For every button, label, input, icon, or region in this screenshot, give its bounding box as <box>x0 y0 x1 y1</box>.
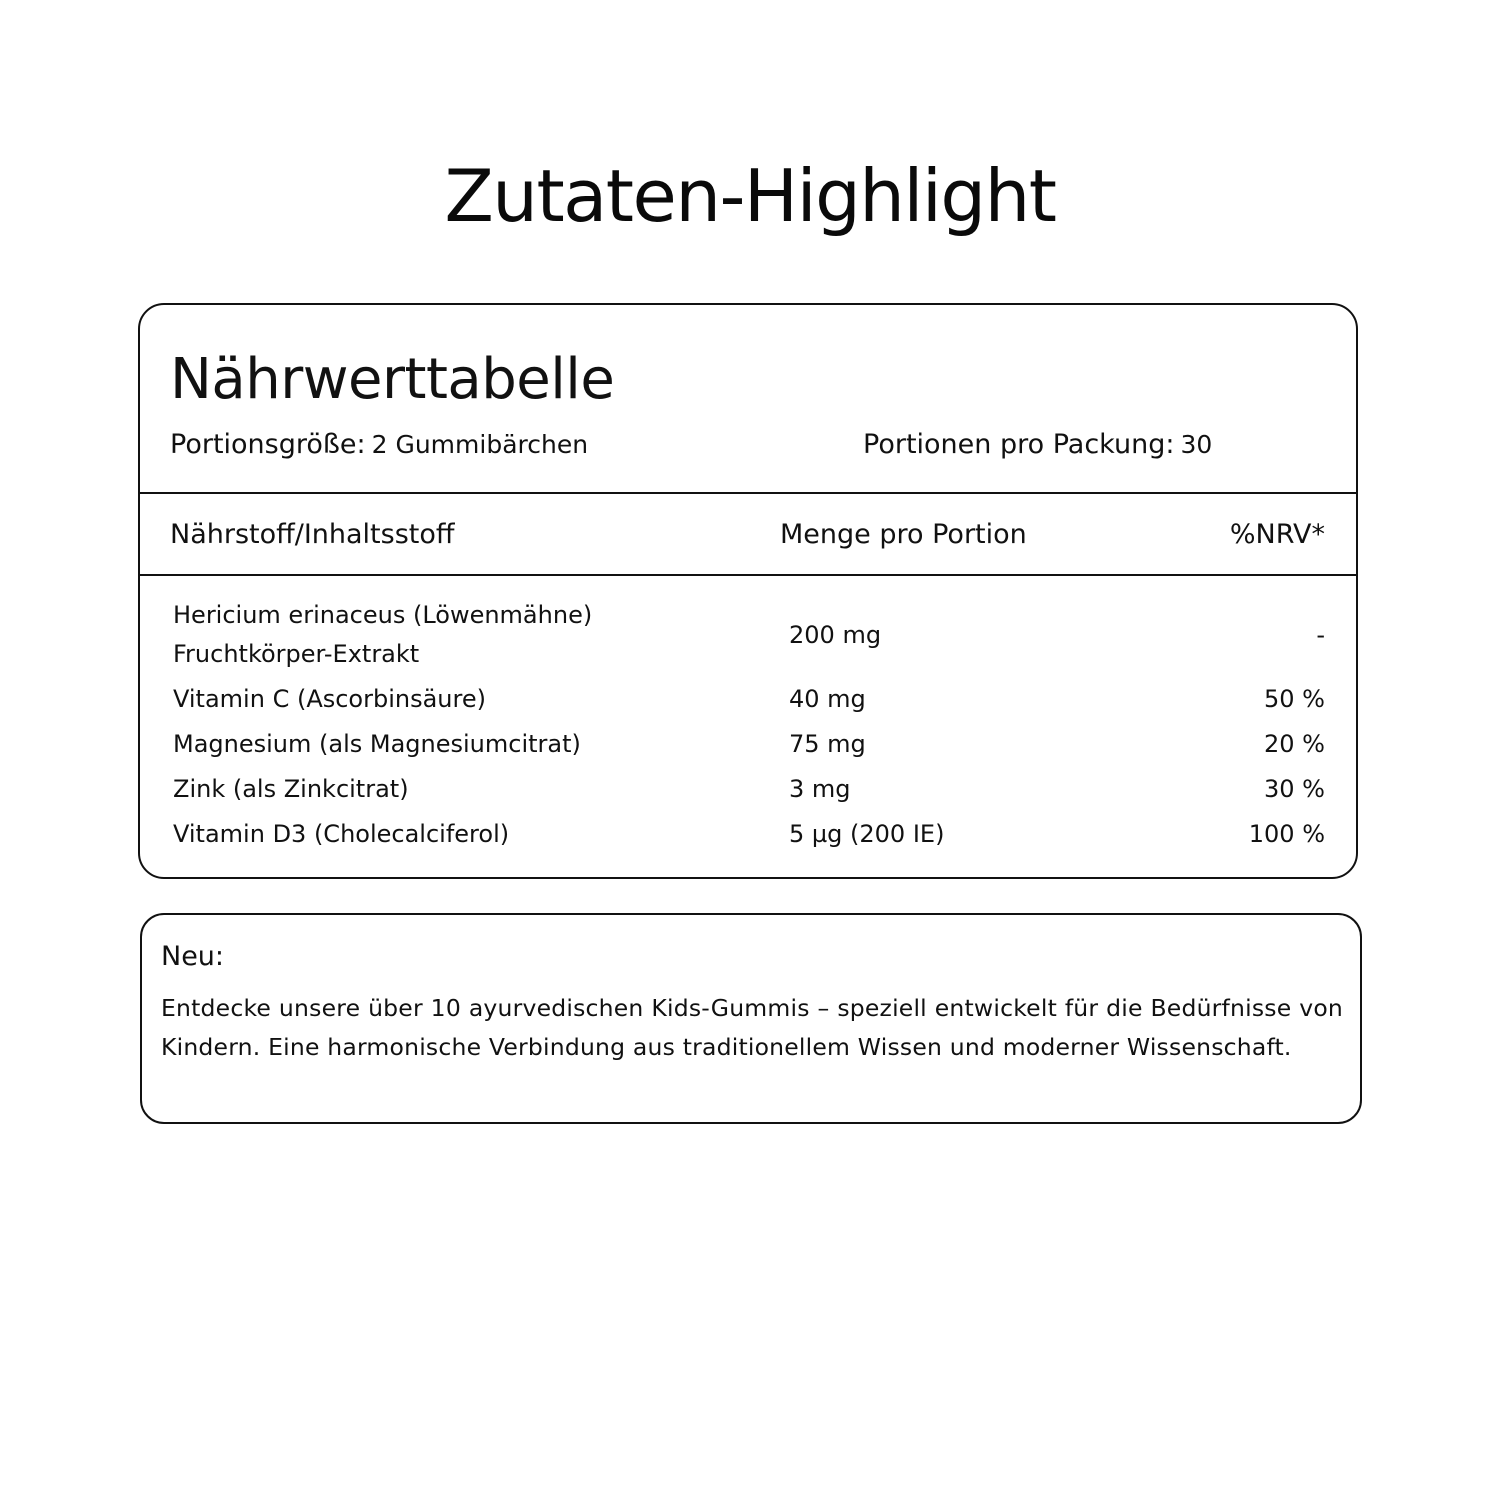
nutrient-amount: 40 mg <box>789 685 866 713</box>
nutrient-name-line: Hericium erinaceus (Löwenmähne) <box>173 601 593 629</box>
nutrient-nrv: 20 % <box>1264 730 1325 758</box>
table-body <box>140 596 1356 860</box>
nutrient-name: Zink (als Zinkcitrat) <box>173 775 409 803</box>
nutrient-nrv: 30 % <box>1264 775 1325 803</box>
nutrient-name-line: Fruchtkörper-Extrakt <box>173 640 420 668</box>
nutrient-nrv: - <box>1316 621 1325 649</box>
nutrient-nrv: 50 % <box>1264 685 1325 713</box>
nutrient-nrv: 100 % <box>1248 820 1325 848</box>
column-header-nrv: %NRV* <box>1229 519 1325 550</box>
column-header-amount: Menge pro Portion <box>780 519 1027 550</box>
table-row <box>140 815 1356 860</box>
news-body: Entdecke unsere über 10 ayurvedischen Kids-Gummis – speziell entwickelt für die Bedürfnisse von Kindern. Eine harmonische Verbindung aus traditionellem Wissen und moderner Wissenschaft. <box>161 994 1343 1061</box>
table-row <box>140 596 1356 680</box>
column-header-nutrient: Nährstoff/Inhaltsstoff <box>170 519 455 550</box>
news-card <box>140 913 1362 1124</box>
nutrient-amount: 200 mg <box>789 621 882 649</box>
nutrition-table-card <box>138 303 1358 879</box>
nutrient-amount: 5 µg (200 IE) <box>789 820 945 848</box>
nutrient-amount: 75 mg <box>789 730 866 758</box>
portion-size <box>170 426 588 464</box>
table-row <box>140 680 1356 725</box>
nutrient-name: Vitamin C (Ascorbinsäure) <box>173 685 486 713</box>
portion-size-value: 2 Gummibärchen <box>371 430 589 459</box>
portion-size-label: Portionsgröße: <box>170 429 366 460</box>
table-divider <box>140 492 1356 494</box>
nutrient-name: Vitamin D3 (Cholecalciferol) <box>173 820 510 848</box>
page-title: Zutaten-Highlight <box>444 154 1056 238</box>
news-title: Neu: <box>161 941 225 972</box>
portions-per-pack-label: Portionen pro Packung: <box>863 429 1175 460</box>
table-row <box>140 770 1356 815</box>
nutrient-amount: 3 mg <box>789 775 851 803</box>
nutrition-table-title: Nährwerttabelle <box>170 347 615 412</box>
nutrient-name <box>173 596 733 674</box>
portions-per-pack-value: 30 <box>1180 430 1213 459</box>
table-row <box>140 725 1356 770</box>
table-divider <box>140 574 1356 576</box>
portions-per-pack <box>863 426 1212 464</box>
nutrient-name: Magnesium (als Magnesiumcitrat) <box>173 730 581 758</box>
